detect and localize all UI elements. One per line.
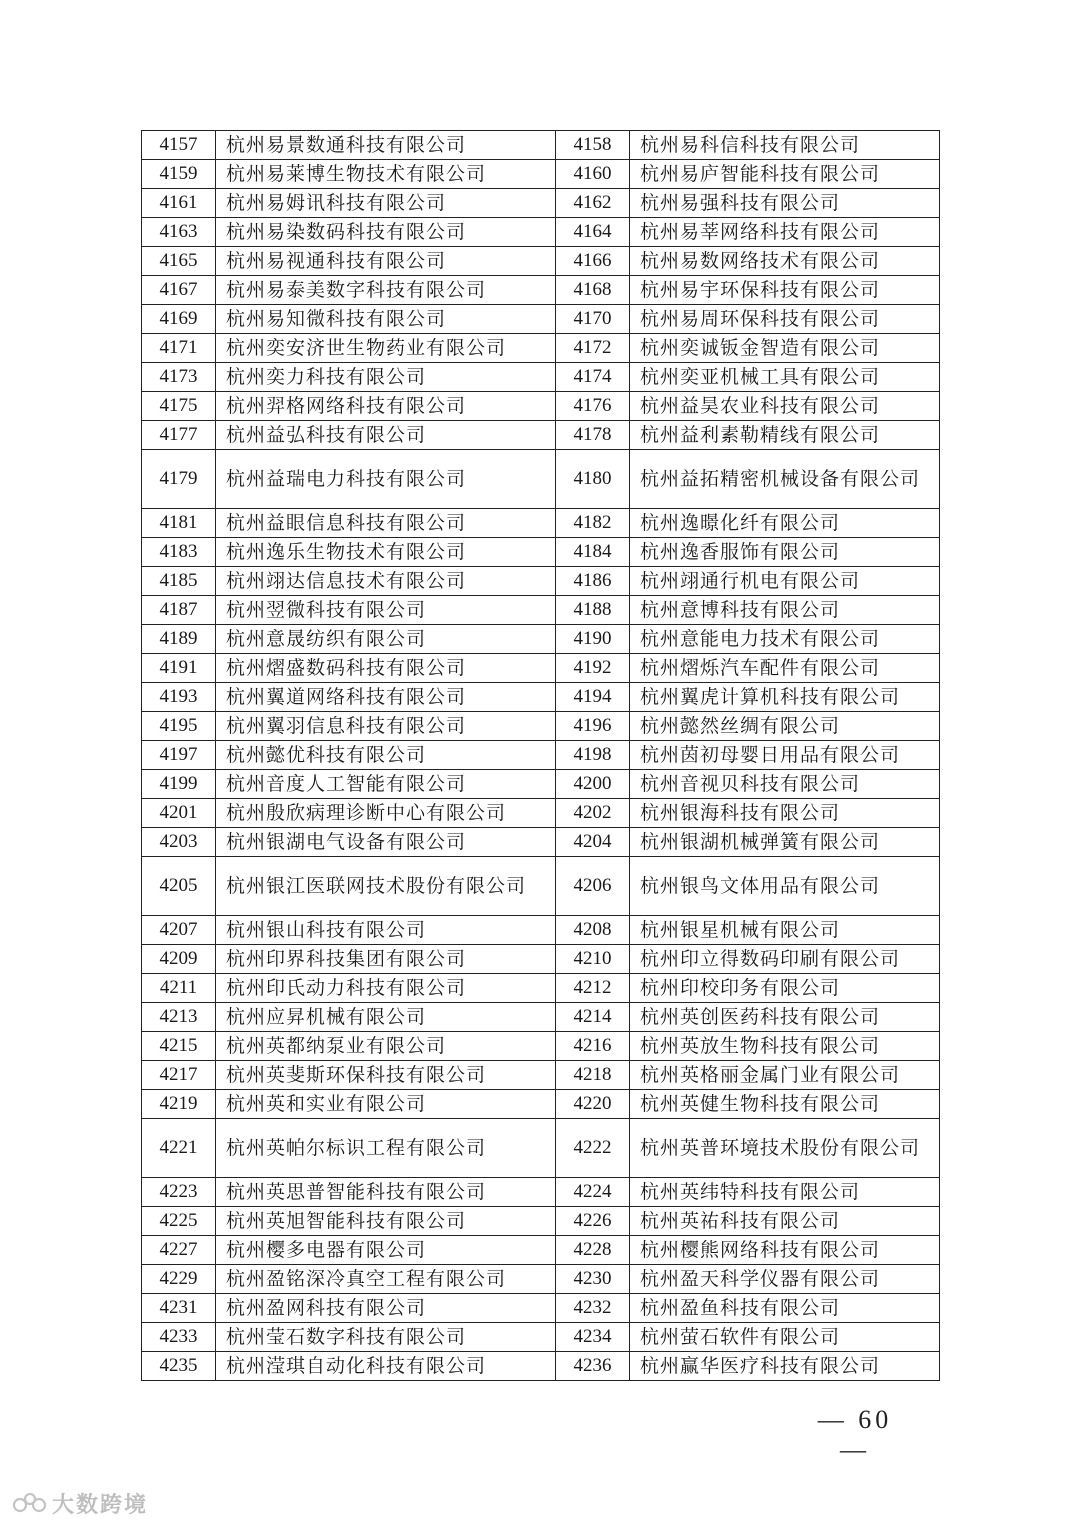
- row-number-right: 4176: [556, 392, 630, 421]
- company-name-left: 杭州易染数码科技有限公司: [216, 218, 556, 247]
- row-number-left: 4185: [142, 567, 216, 596]
- company-name-left: 杭州翼道网络科技有限公司: [216, 683, 556, 712]
- row-number-left: 4219: [142, 1090, 216, 1119]
- row-number-right: 4208: [556, 916, 630, 945]
- company-name-right: 杭州樱熊网络科技有限公司: [630, 1236, 940, 1265]
- company-name-right: 杭州音视贝科技有限公司: [630, 770, 940, 799]
- company-name-left: 杭州滢琪自动化科技有限公司: [216, 1352, 556, 1381]
- row-number-right: 4162: [556, 189, 630, 218]
- row-number-right: 4230: [556, 1265, 630, 1294]
- row-number-right: 4226: [556, 1207, 630, 1236]
- table-row: [142, 741, 940, 770]
- row-number-right: 4186: [556, 567, 630, 596]
- company-name-left: 杭州应昇机械有限公司: [216, 1003, 556, 1032]
- table-row: [142, 945, 940, 974]
- row-number-left: 4189: [142, 625, 216, 654]
- company-name-right: 杭州意博科技有限公司: [630, 596, 940, 625]
- company-name-left: 杭州懿优科技有限公司: [216, 741, 556, 770]
- table-row: [142, 305, 940, 334]
- row-number-right: 4236: [556, 1352, 630, 1381]
- company-name-left: 杭州印氏动力科技有限公司: [216, 974, 556, 1003]
- company-name-left: 杭州益弘科技有限公司: [216, 421, 556, 450]
- row-number-right: 4188: [556, 596, 630, 625]
- row-number-left: 4197: [142, 741, 216, 770]
- row-number-left: 4161: [142, 189, 216, 218]
- company-name-right: 杭州易宇环保科技有限公司: [630, 276, 940, 305]
- row-number-left: 4195: [142, 712, 216, 741]
- company-name-right: 杭州盈天科学仪器有限公司: [630, 1265, 940, 1294]
- company-name-right: 杭州银海科技有限公司: [630, 799, 940, 828]
- row-number-right: 4228: [556, 1236, 630, 1265]
- row-number-right: 4200: [556, 770, 630, 799]
- table-body: [142, 131, 940, 1381]
- company-name-right: 杭州益拓精密机械设备有限公司: [630, 450, 940, 509]
- company-name-left: 杭州奕安济世生物药业有限公司: [216, 334, 556, 363]
- row-number-left: 4207: [142, 916, 216, 945]
- table-row: [142, 770, 940, 799]
- company-name-right: 杭州萤石软件有限公司: [630, 1323, 940, 1352]
- table-row: [142, 1119, 940, 1178]
- table-row: [142, 189, 940, 218]
- table-row: [142, 538, 940, 567]
- row-number-left: 4227: [142, 1236, 216, 1265]
- company-name-right: 杭州翊通行机电有限公司: [630, 567, 940, 596]
- company-name-left: 杭州英帕尔标识工程有限公司: [216, 1119, 556, 1178]
- row-number-right: 4206: [556, 857, 630, 916]
- company-name-right: 杭州英普环境技术股份有限公司: [630, 1119, 940, 1178]
- row-number-right: 4220: [556, 1090, 630, 1119]
- table-row: [142, 1207, 940, 1236]
- row-number-right: 4232: [556, 1294, 630, 1323]
- row-number-right: 4164: [556, 218, 630, 247]
- row-number-left: 4205: [142, 857, 216, 916]
- company-name-left: 杭州奕力科技有限公司: [216, 363, 556, 392]
- row-number-right: 4168: [556, 276, 630, 305]
- row-number-left: 4229: [142, 1265, 216, 1294]
- company-name-left: 杭州音度人工智能有限公司: [216, 770, 556, 799]
- company-name-left: 杭州银山科技有限公司: [216, 916, 556, 945]
- row-number-right: 4202: [556, 799, 630, 828]
- row-number-right: 4158: [556, 131, 630, 160]
- company-name-right: 杭州易莘网络科技有限公司: [630, 218, 940, 247]
- row-number-left: 4157: [142, 131, 216, 160]
- row-number-right: 4212: [556, 974, 630, 1003]
- company-name-left: 杭州盈铭深冷真空工程有限公司: [216, 1265, 556, 1294]
- company-name-left: 杭州易莱博生物技术有限公司: [216, 160, 556, 189]
- company-name-left: 杭州易景数通科技有限公司: [216, 131, 556, 160]
- row-number-right: 4198: [556, 741, 630, 770]
- brand-logo-icon: [12, 1490, 48, 1516]
- company-name-left: 杭州莹石数字科技有限公司: [216, 1323, 556, 1352]
- row-number-left: 4191: [142, 654, 216, 683]
- row-number-right: 4196: [556, 712, 630, 741]
- company-name-right: 杭州易强科技有限公司: [630, 189, 940, 218]
- company-name-left: 杭州益瑞电力科技有限公司: [216, 450, 556, 509]
- row-number-right: 4224: [556, 1178, 630, 1207]
- row-number-left: 4199: [142, 770, 216, 799]
- company-name-right: 杭州英祐科技有限公司: [630, 1207, 940, 1236]
- row-number-right: 4184: [556, 538, 630, 567]
- row-number-left: 4175: [142, 392, 216, 421]
- row-number-right: 4204: [556, 828, 630, 857]
- row-number-left: 4159: [142, 160, 216, 189]
- company-name-right: 杭州英纬特科技有限公司: [630, 1178, 940, 1207]
- company-name-right: 杭州意能电力技术有限公司: [630, 625, 940, 654]
- company-name-left: 杭州英思普智能科技有限公司: [216, 1178, 556, 1207]
- company-name-left: 杭州盈网科技有限公司: [216, 1294, 556, 1323]
- company-name-left: 杭州熠盛数码科技有限公司: [216, 654, 556, 683]
- table-row: [142, 334, 940, 363]
- company-name-left: 杭州英旭智能科技有限公司: [216, 1207, 556, 1236]
- row-number-right: 4194: [556, 683, 630, 712]
- table-row: [142, 1265, 940, 1294]
- company-name-right: 杭州易科信科技有限公司: [630, 131, 940, 160]
- row-number-left: 4235: [142, 1352, 216, 1381]
- company-name-left: 杭州殷欣病理诊断中心有限公司: [216, 799, 556, 828]
- row-number-left: 4201: [142, 799, 216, 828]
- row-number-left: 4165: [142, 247, 216, 276]
- table-row: [142, 596, 940, 625]
- company-name-left: 杭州银江医联网技术股份有限公司: [216, 857, 556, 916]
- table-row: [142, 1032, 940, 1061]
- table-row: [142, 974, 940, 1003]
- company-name-right: 杭州银湖机械弹簧有限公司: [630, 828, 940, 857]
- company-name-left: 杭州意晟纺织有限公司: [216, 625, 556, 654]
- table-row: [142, 1294, 940, 1323]
- table-row: [142, 625, 940, 654]
- company-name-left: 杭州易泰美数字科技有限公司: [216, 276, 556, 305]
- company-name-right: 杭州熠烁汽车配件有限公司: [630, 654, 940, 683]
- table-row: [142, 1090, 940, 1119]
- row-number-right: 4216: [556, 1032, 630, 1061]
- company-name-left: 杭州易视通科技有限公司: [216, 247, 556, 276]
- table-row: [142, 1003, 940, 1032]
- company-name-left: 杭州印界科技集团有限公司: [216, 945, 556, 974]
- table-row: [142, 799, 940, 828]
- company-list-table: [141, 130, 940, 1381]
- table-row: [142, 1178, 940, 1207]
- company-name-right: 杭州赢华医疗科技有限公司: [630, 1352, 940, 1381]
- table-row: [142, 567, 940, 596]
- company-name-right: 杭州益昊农业科技有限公司: [630, 392, 940, 421]
- company-name-left: 杭州樱多电器有限公司: [216, 1236, 556, 1265]
- row-number-left: 4231: [142, 1294, 216, 1323]
- company-name-right: 杭州英放生物科技有限公司: [630, 1032, 940, 1061]
- company-name-right: 杭州逸暻化纤有限公司: [630, 509, 940, 538]
- table-row: [142, 218, 940, 247]
- row-number-left: 4181: [142, 509, 216, 538]
- row-number-left: 4203: [142, 828, 216, 857]
- table-row: [142, 1061, 940, 1090]
- row-number-left: 4187: [142, 596, 216, 625]
- row-number-left: 4163: [142, 218, 216, 247]
- row-number-left: 4225: [142, 1207, 216, 1236]
- row-number-left: 4221: [142, 1119, 216, 1178]
- row-number-right: 4170: [556, 305, 630, 334]
- table-row: [142, 916, 940, 945]
- row-number-right: 4180: [556, 450, 630, 509]
- company-name-right: 杭州银鸟文体用品有限公司: [630, 857, 940, 916]
- company-name-right: 杭州印校印务有限公司: [630, 974, 940, 1003]
- row-number-right: 4210: [556, 945, 630, 974]
- watermark-text: 大数跨境: [52, 1492, 149, 1518]
- company-name-right: 杭州盈鱼科技有限公司: [630, 1294, 940, 1323]
- row-number-right: 4172: [556, 334, 630, 363]
- row-number-right: 4192: [556, 654, 630, 683]
- row-number-left: 4233: [142, 1323, 216, 1352]
- table-row: [142, 363, 940, 392]
- row-number-right: 4222: [556, 1119, 630, 1178]
- table-row: [142, 131, 940, 160]
- table-row: [142, 421, 940, 450]
- company-name-left: 杭州英斐斯环保科技有限公司: [216, 1061, 556, 1090]
- row-number-left: 4193: [142, 683, 216, 712]
- company-name-right: 杭州英格丽金属门业有限公司: [630, 1061, 940, 1090]
- company-name-left: 杭州银湖电气设备有限公司: [216, 828, 556, 857]
- table-row: [142, 392, 940, 421]
- company-name-left: 杭州易姆讯科技有限公司: [216, 189, 556, 218]
- company-name-right: 杭州翼虎计算机科技有限公司: [630, 683, 940, 712]
- table-row: [142, 1323, 940, 1352]
- company-name-left: 杭州翌微科技有限公司: [216, 596, 556, 625]
- row-number-left: 4167: [142, 276, 216, 305]
- company-name-right: 杭州易周环保科技有限公司: [630, 305, 940, 334]
- table-row: [142, 1236, 940, 1265]
- company-name-right: 杭州印立得数码印刷有限公司: [630, 945, 940, 974]
- company-name-right: 杭州英健生物科技有限公司: [630, 1090, 940, 1119]
- table-row: [142, 247, 940, 276]
- company-name-left: 杭州英和实业有限公司: [216, 1090, 556, 1119]
- page-number: — 60 —: [817, 1405, 893, 1464]
- row-number-left: 4213: [142, 1003, 216, 1032]
- row-number-left: 4171: [142, 334, 216, 363]
- watermark: [12, 1488, 148, 1518]
- table-row: [142, 1352, 940, 1381]
- row-number-left: 4211: [142, 974, 216, 1003]
- table-row: [142, 276, 940, 305]
- company-name-right: 杭州奕亚机械工具有限公司: [630, 363, 940, 392]
- row-number-left: 4173: [142, 363, 216, 392]
- company-name-right: 杭州银星机械有限公司: [630, 916, 940, 945]
- company-name-right: 杭州易庐智能科技有限公司: [630, 160, 940, 189]
- company-name-right: 杭州英创医药科技有限公司: [630, 1003, 940, 1032]
- row-number-left: 4223: [142, 1178, 216, 1207]
- row-number-left: 4183: [142, 538, 216, 567]
- company-name-left: 杭州益眼信息科技有限公司: [216, 509, 556, 538]
- row-number-left: 4177: [142, 421, 216, 450]
- row-number-left: 4209: [142, 945, 216, 974]
- row-number-right: 4214: [556, 1003, 630, 1032]
- row-number-right: 4234: [556, 1323, 630, 1352]
- row-number-left: 4217: [142, 1061, 216, 1090]
- company-name-right: 杭州懿然丝绸有限公司: [630, 712, 940, 741]
- row-number-left: 4215: [142, 1032, 216, 1061]
- table-row: [142, 509, 940, 538]
- company-name-left: 杭州英都纳泵业有限公司: [216, 1032, 556, 1061]
- company-name-right: 杭州逸香服饰有限公司: [630, 538, 940, 567]
- row-number-left: 4169: [142, 305, 216, 334]
- row-number-right: 4178: [556, 421, 630, 450]
- row-number-right: 4174: [556, 363, 630, 392]
- table-row: [142, 160, 940, 189]
- table-row: [142, 712, 940, 741]
- company-name-left: 杭州翊达信息技术有限公司: [216, 567, 556, 596]
- row-number-right: 4218: [556, 1061, 630, 1090]
- row-number-left: 4179: [142, 450, 216, 509]
- table-row: [142, 828, 940, 857]
- row-number-right: 4190: [556, 625, 630, 654]
- row-number-right: 4166: [556, 247, 630, 276]
- company-name-right: 杭州奕诚钣金智造有限公司: [630, 334, 940, 363]
- company-name-left: 杭州逸乐生物技术有限公司: [216, 538, 556, 567]
- row-number-right: 4182: [556, 509, 630, 538]
- row-number-right: 4160: [556, 160, 630, 189]
- table-row: [142, 450, 940, 509]
- table-row: [142, 857, 940, 916]
- company-name-right: 杭州易数网络技术有限公司: [630, 247, 940, 276]
- table-row: [142, 683, 940, 712]
- company-name-left: 杭州易知微科技有限公司: [216, 305, 556, 334]
- company-name-left: 杭州翼羽信息科技有限公司: [216, 712, 556, 741]
- company-name-right: 杭州茵初母婴日用品有限公司: [630, 741, 940, 770]
- table-row: [142, 654, 940, 683]
- company-name-right: 杭州益利素勒精线有限公司: [630, 421, 940, 450]
- company-name-left: 杭州羿格网络科技有限公司: [216, 392, 556, 421]
